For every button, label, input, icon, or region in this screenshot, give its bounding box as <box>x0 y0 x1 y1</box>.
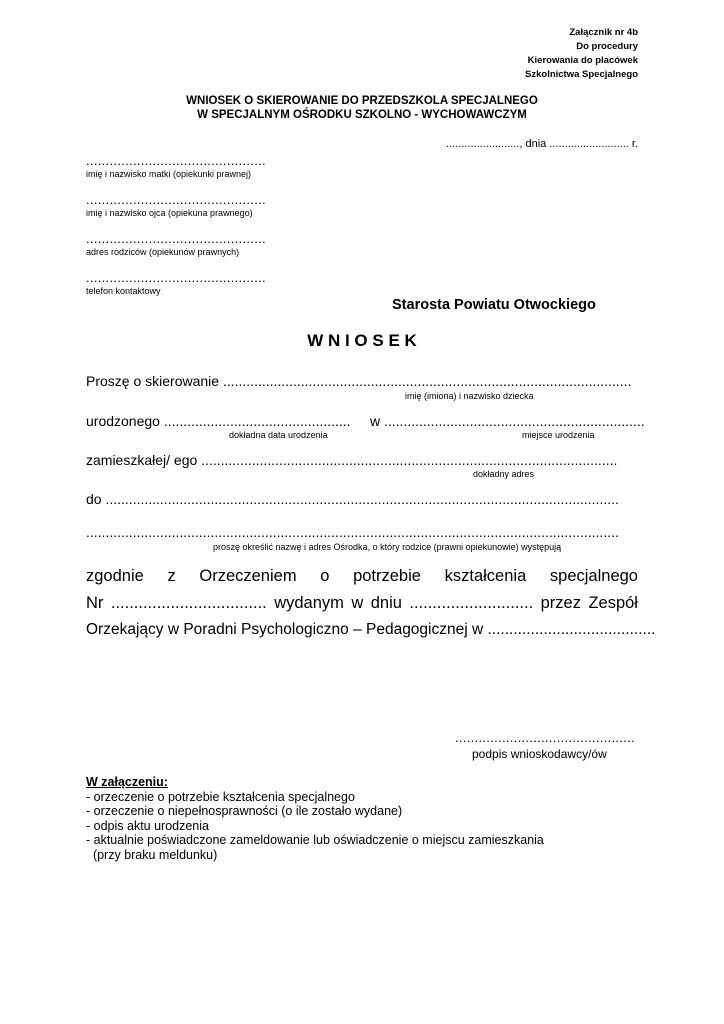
addressee: Starosta Powiatu Otwockiego <box>392 297 596 313</box>
word: kształcenia <box>444 567 527 585</box>
word: z <box>167 567 176 585</box>
attachments-list <box>86 775 544 862</box>
birth-date-caption: dokładna data urodzenia <box>229 430 328 440</box>
annex-line: Do procedury <box>576 41 638 52</box>
word: Orzeczeniem <box>199 567 297 585</box>
word: w <box>351 594 364 612</box>
facility-field[interactable]: ......................................................................................................................................... <box>86 524 619 540</box>
word: potrzebie <box>353 567 421 585</box>
word: wydanym <box>274 594 344 612</box>
date-field[interactable]: ........................, dnia .......................... r. <box>446 138 638 150</box>
word: Zespół <box>588 594 638 612</box>
attachments-heading: W załączeniu: <box>86 775 168 789</box>
parents-address-field[interactable]: .............................................. <box>86 231 266 246</box>
child-name-caption: imię (imiona) i nazwisko dziecka <box>405 391 534 401</box>
annex-line: Załącznik nr 4b <box>569 27 638 38</box>
annex-label <box>525 26 638 82</box>
mother-name-field[interactable]: .............................................. <box>86 153 266 168</box>
word: dniu <box>370 594 402 612</box>
counseling-center-field[interactable]: Orzekający w Poradni Psychologiczno – Pedagogicznej w ....................................... <box>86 621 656 638</box>
birth-date-field[interactable]: urodzonego ................................................ <box>86 413 351 429</box>
attachment-item: (przy braku meldunku) <box>86 847 218 862</box>
annex-line: Szkolnictwa Specjalnego <box>525 69 638 80</box>
signature-field[interactable]: .............................................. <box>455 730 635 745</box>
birth-place-caption: miejsce urodzenia <box>522 430 595 440</box>
child-name-field[interactable]: Proszę o skierowanie ......................................................................................................... <box>86 373 632 389</box>
destination-field[interactable]: do .................................................................................................................................... <box>86 491 619 507</box>
birth-place-field[interactable]: w ................................................................... <box>370 413 645 429</box>
word: przez <box>540 594 581 612</box>
attachment-item: - odpis aktu urodzenia <box>86 818 209 833</box>
word: zgodnie <box>86 567 144 585</box>
residence-field[interactable]: zamieszkałej/ ego ........................................................................................................... <box>86 452 618 468</box>
word: Nr <box>86 594 104 612</box>
father-name-caption: imię i nazwisko ojca (opiekuna prawnego) <box>86 208 253 218</box>
statement-row-2 <box>86 594 638 613</box>
ruling-date-field[interactable]: ........................... <box>409 594 534 612</box>
phone-field[interactable]: .............................................. <box>86 270 266 285</box>
ruling-number-field[interactable]: .................................. <box>110 594 267 612</box>
residence-caption: dokładny adres <box>473 469 535 479</box>
word: specjalnego <box>549 567 638 585</box>
annex-line: Kierowania do placówek <box>527 55 638 66</box>
document-title <box>0 94 724 122</box>
statement-row-1 <box>86 567 638 586</box>
attachment-item: - aktualnie poświadczone zameldowanie lub oświadczenie o miejscu zamieszkania <box>86 833 544 847</box>
form-heading: W N I O S E K <box>307 331 417 350</box>
parents-address-caption: adres rodziców (opiekunów prawnych) <box>86 247 240 257</box>
title-line: W SPECJALNYM OŚRODKU SZKOLNO - WYCHOWAWCZYM <box>197 109 527 121</box>
attachment-item: - orzeczenie o potrzebie kształcenia specjalnego <box>86 789 355 804</box>
attachment-item: - orzeczenie o niepełnosprawności (o ile zostało wydane) <box>86 804 403 818</box>
father-name-field[interactable]: .............................................. <box>86 192 266 207</box>
facility-caption: proszę określić nazwę i adres Ośrodka, o który rodzice (prawni opiekunowie) występują <box>213 542 562 552</box>
word: o <box>320 567 330 585</box>
phone-caption: telefon kontaktowy <box>86 286 161 296</box>
mother-name-caption: imię i nazwisko matki (opiekunki prawnej) <box>86 169 252 179</box>
title-line: WNIOSEK O SKIEROWANIE DO PRZEDSZKOLA SPECJALNEGO <box>186 95 538 107</box>
signature-caption: podpis wnioskodawcy/ów <box>472 747 607 761</box>
